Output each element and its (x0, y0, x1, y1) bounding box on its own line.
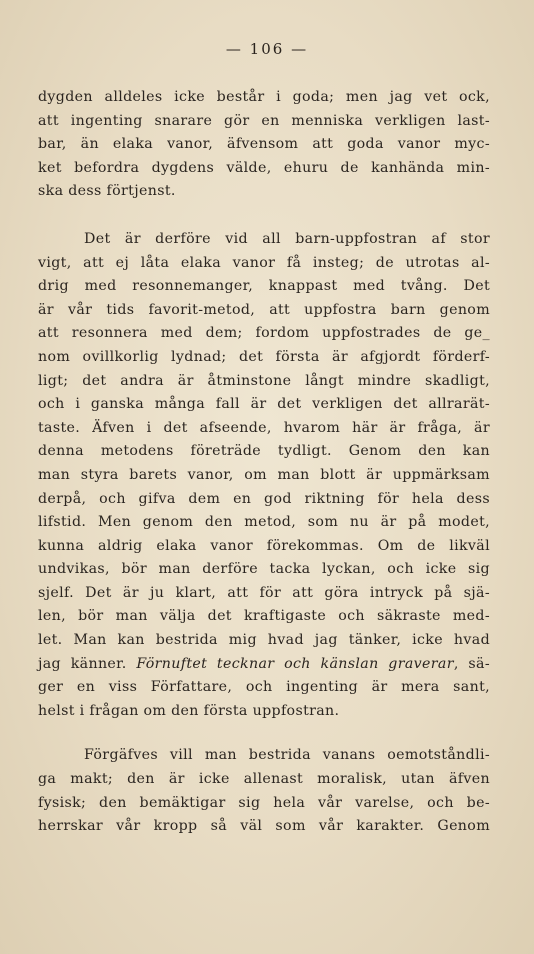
text-line: att resonnera med dem; fordom uppfostrades de ge_ (38, 325, 490, 342)
text-line: len, bör man välja det kraftigaste och säkraste med- (38, 608, 490, 625)
body-text (38, 86, 490, 839)
text-line: undvikas, bör man derföre tacka lyckan, och icke sig (38, 561, 490, 578)
italic-quotation: Förnuftet tecknar och känslan graverar (136, 655, 454, 672)
text-line: drig med resonnemanger, knappast med tvång. Det (38, 278, 490, 295)
tail-text: , sä- (453, 655, 491, 672)
text-line: kunna aldrig elaka vanor förekommas. Om de likväl (38, 537, 490, 554)
page-number: — 106 — (225, 40, 309, 58)
text-line: helst i frågan om den första uppfostran. (38, 702, 340, 719)
text-line: lifstid. Men genom den metod, som nu är på modet, (38, 514, 490, 531)
text-line: dygden alldeles icke består i goda; men jag vet ock, (38, 89, 490, 105)
text-line: ger en viss Författare, och ingenting är mera sant, (38, 679, 490, 696)
text-line: ska dess förtjenst. (38, 183, 176, 200)
text-line: let. Man kan bestrida mig hvad jag tänker, icke hvad (38, 632, 490, 649)
lead-text: jag känner. (38, 655, 137, 672)
paragraph (38, 86, 490, 204)
text-line: derpå, och gifva dem en god riktning för hela dess (38, 490, 490, 507)
paragraph-gap (38, 723, 490, 744)
text-line-with-emphasis (38, 653, 490, 677)
text-line: ga makt; den är icke allenast moralisk, utan äfven (38, 771, 490, 788)
text-line: att ingenting snarare gör en menniska verkligen last- (38, 112, 490, 129)
paragraph (38, 744, 490, 838)
text-line: taste. Äfven i det afseende, hvarom här är fråga, är (38, 419, 490, 436)
text-line: ket befordra dygdens välde, ehuru de kanhända min- (38, 159, 490, 176)
text-line: nom ovillkorlig lydnad; det första är afgjordt förderf- (38, 348, 490, 365)
text-line: och i ganska många fall är det verkligen det allrarät- (38, 396, 490, 413)
text-line: bar, än elaka vanor, äfvensom att goda vanor myc- (38, 136, 490, 153)
text-line: sjelf. Det är ju klart, att för att göra intryck på sjä- (38, 584, 490, 601)
text-line: Det är derföre vid all barn-uppfostran af stor (84, 230, 490, 247)
text-line: ligt; det andra är åtminstone långt mindre skadligt, (38, 372, 490, 389)
text-line: herrskar vår kropp så väl som vår karakter. Genom (38, 818, 490, 835)
paragraph-gap (38, 204, 490, 228)
text-line: man styra barets vanor, om man blott är uppmärksam (38, 466, 490, 483)
text-line: Förgäfves vill man bestrida vanans oemotståndli- (84, 747, 490, 764)
text-line: vigt, att ej låta elaka vanor få insteg; de utrotas al- (38, 254, 490, 271)
text-line: fysisk; den bemäktigar sig hela vår varelse, och be- (38, 794, 490, 811)
paragraph (38, 228, 490, 723)
text-line: denna metodens företräde tydligt. Genom den kan (38, 443, 490, 460)
text-line: är vår tids favorit-metod, att uppfostra barn genom (38, 301, 490, 318)
